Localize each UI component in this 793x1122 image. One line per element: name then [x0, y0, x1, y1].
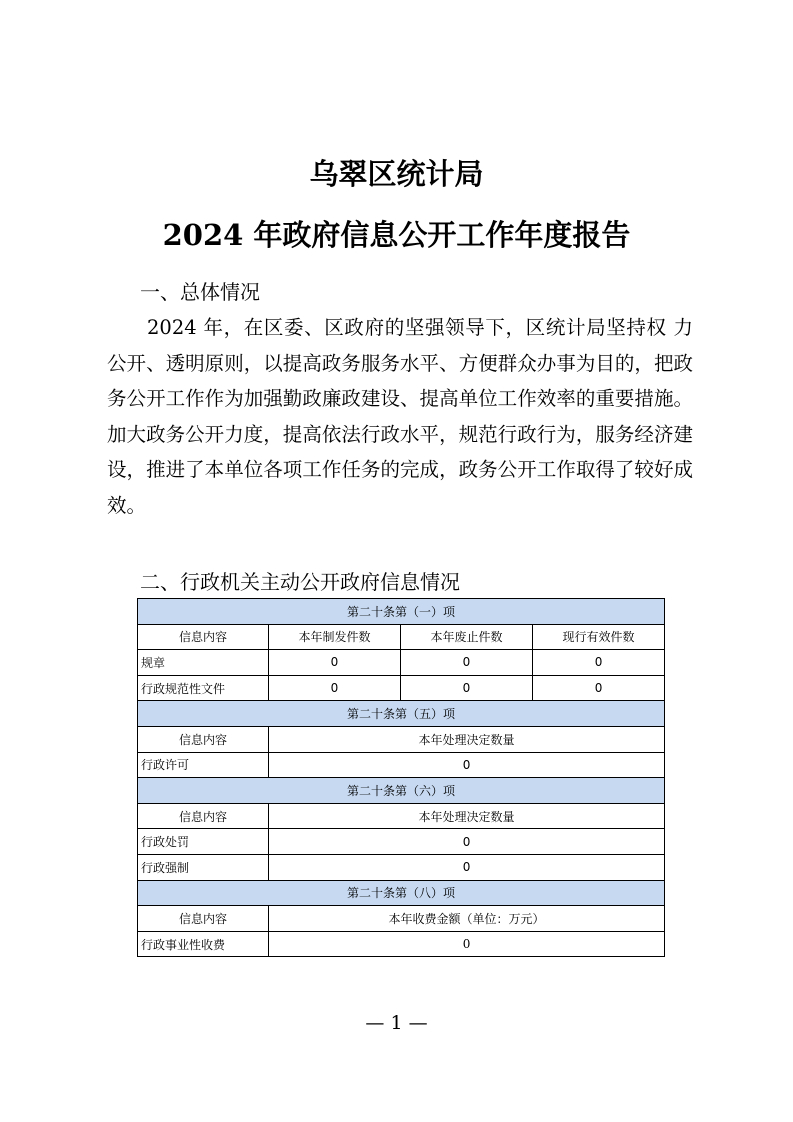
section-title: 第二十条第（五）项 — [138, 701, 665, 727]
section-heading-disclosure: 二、行政机关主动公开政府信息情况 — [140, 570, 460, 594]
table-header-row — [138, 803, 665, 829]
table-row — [138, 854, 665, 880]
cell-value: 0 — [269, 931, 665, 957]
table-section-row — [138, 701, 665, 727]
section-title: 第二十条第（八）项 — [138, 880, 665, 906]
row-label: 行政强制 — [138, 854, 269, 880]
column-header: 信息内容 — [138, 624, 269, 650]
overview-paragraph: 2024 年，在区委、区政府的坚强领导下，区统计局坚持权 力公开、透明原则，以提高政务服务水平、方便群众办事为目的，把政务公开工作作为加强勤政廉政建设、提高单位工作效率的重要措施。加大政务公开力度，提高依法行政水平，规范行政行为，服务经济建设，推进了本单位各项工作任务的完成，政务公开工作取得了较好成效。 — [107, 316, 693, 517]
cell-value: 0 — [401, 675, 533, 701]
table-row — [138, 931, 665, 957]
row-label: 行政事业性收费 — [138, 931, 269, 957]
cell-value: 0 — [533, 675, 665, 701]
row-label: 行政处罚 — [138, 829, 269, 855]
cell-value: 0 — [269, 675, 401, 701]
table-row — [138, 675, 665, 701]
report-title-org: 乌翠区统计局 — [309, 157, 484, 191]
table-header-row — [138, 624, 665, 650]
column-header: 信息内容 — [138, 726, 269, 752]
column-header: 本年处理决定数量 — [269, 726, 665, 752]
section-heading-overview: 一、总体情况 — [140, 280, 260, 304]
column-header: 现行有效件数 — [533, 624, 665, 650]
row-label: 规章 — [138, 650, 269, 676]
section-title: 第二十条第（一）项 — [138, 599, 665, 625]
page-number: — 1 — — [365, 1012, 428, 1034]
table-header-row — [138, 726, 665, 752]
column-header: 本年收费金额（单位：万元） — [269, 906, 665, 932]
table-section-row — [138, 880, 665, 906]
column-header: 本年制发件数 — [269, 624, 401, 650]
column-header: 本年处理决定数量 — [269, 803, 665, 829]
table-row — [138, 752, 665, 778]
cell-value: 0 — [401, 650, 533, 676]
table-section-row — [138, 778, 665, 804]
cell-value: 0 — [533, 650, 665, 676]
cell-value: 0 — [269, 650, 401, 676]
row-label: 行政规范性文件 — [138, 675, 269, 701]
cell-value: 0 — [269, 752, 665, 778]
column-header: 本年废止件数 — [401, 624, 533, 650]
table-row — [138, 650, 665, 676]
column-header: 信息内容 — [138, 803, 269, 829]
cell-value: 0 — [269, 854, 665, 880]
column-header: 信息内容 — [138, 906, 269, 932]
table-section-row — [138, 599, 665, 625]
table-header-row — [138, 906, 665, 932]
table-row — [138, 829, 665, 855]
report-title: 2024 年政府信息公开工作年度报告 — [162, 218, 631, 252]
section-title: 第二十条第（六）项 — [138, 778, 665, 804]
cell-value: 0 — [269, 829, 665, 855]
row-label: 行政许可 — [138, 752, 269, 778]
disclosure-table — [137, 598, 665, 957]
